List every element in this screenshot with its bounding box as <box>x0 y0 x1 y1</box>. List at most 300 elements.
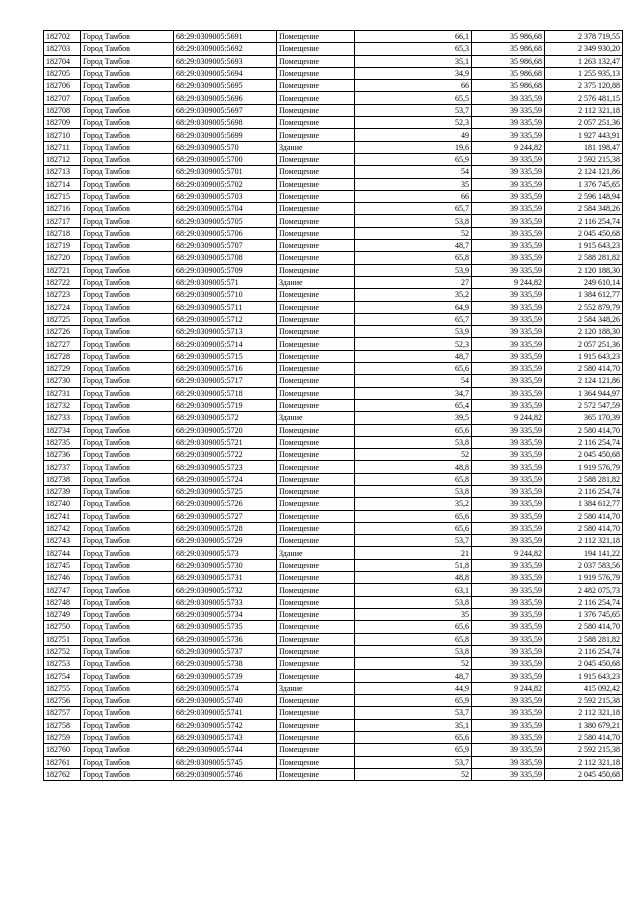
city-name-cell: Город Тамбов <box>81 547 174 559</box>
table-row <box>44 227 623 239</box>
city-name-cell: Город Тамбов <box>81 645 174 657</box>
table-row <box>44 43 623 55</box>
cadastral-number-cell: 68:29:0309005:5716 <box>174 363 277 375</box>
object-type-cell: Помещение <box>277 436 355 448</box>
area-value-cell: 35 <box>355 178 472 190</box>
row-number-cell: 182717 <box>44 215 81 227</box>
table-row <box>44 485 623 497</box>
table-row <box>44 67 623 79</box>
area-value-cell: 65,7 <box>355 313 472 325</box>
object-type-cell: Помещение <box>277 584 355 596</box>
unit-rate-cell: 39 335,59 <box>472 301 545 313</box>
unit-rate-cell: 39 335,59 <box>472 719 545 731</box>
cadastral-number-cell: 68:29:0309005:5728 <box>174 522 277 534</box>
cadastral-value-cell: 2 482 075,73 <box>545 584 623 596</box>
cadastral-number-cell: 68:29:0309005:5701 <box>174 166 277 178</box>
cadastral-value-cell: 2 045 450,68 <box>545 227 623 239</box>
table-row <box>44 535 623 547</box>
row-number-cell: 182735 <box>44 436 81 448</box>
cadastral-value-cell: 1 364 944,97 <box>545 387 623 399</box>
table-row <box>44 80 623 92</box>
table-row <box>44 731 623 743</box>
cadastral-number-cell: 68:29:0309005:5735 <box>174 621 277 633</box>
cadastral-number-cell: 68:29:0309005:5705 <box>174 215 277 227</box>
table-row <box>44 166 623 178</box>
cadastral-number-cell: 68:29:0309005:5692 <box>174 43 277 55</box>
cadastral-value-cell: 2 116 254,74 <box>545 645 623 657</box>
table-row <box>44 424 623 436</box>
city-name-cell: Город Тамбов <box>81 399 174 411</box>
row-number-cell: 182740 <box>44 498 81 510</box>
row-number-cell: 182706 <box>44 80 81 92</box>
area-value-cell: 52 <box>355 227 472 239</box>
city-name-cell: Город Тамбов <box>81 276 174 288</box>
unit-rate-cell: 39 335,59 <box>472 424 545 436</box>
city-name-cell: Город Тамбов <box>81 203 174 215</box>
cadastral-value-cell: 2 580 414,70 <box>545 731 623 743</box>
cadastral-number-cell: 68:29:0309005:5700 <box>174 153 277 165</box>
area-value-cell: 53,7 <box>355 535 472 547</box>
cadastral-number-cell: 68:29:0309005:572 <box>174 412 277 424</box>
cadastral-number-cell: 68:29:0309005:5715 <box>174 350 277 362</box>
unit-rate-cell: 39 335,59 <box>472 485 545 497</box>
cadastral-number-cell: 68:29:0309005:5742 <box>174 719 277 731</box>
row-number-cell: 182744 <box>44 547 81 559</box>
row-number-cell: 182754 <box>44 670 81 682</box>
area-value-cell: 39,5 <box>355 412 472 424</box>
table-row <box>44 252 623 264</box>
cadastral-number-cell: 68:29:0309005:5693 <box>174 55 277 67</box>
cadastral-number-cell: 68:29:0309005:5714 <box>174 338 277 350</box>
area-value-cell: 52 <box>355 658 472 670</box>
cadastral-value-cell: 365 170,39 <box>545 412 623 424</box>
object-type-cell: Помещение <box>277 252 355 264</box>
row-number-cell: 182720 <box>44 252 81 264</box>
unit-rate-cell: 39 335,59 <box>472 240 545 252</box>
city-name-cell: Город Тамбов <box>81 695 174 707</box>
cadastral-value-cell: 1 263 132,47 <box>545 55 623 67</box>
row-number-cell: 182752 <box>44 645 81 657</box>
unit-rate-cell: 39 335,59 <box>472 289 545 301</box>
cadastral-number-cell: 68:29:0309005:5708 <box>174 252 277 264</box>
table-row <box>44 264 623 276</box>
unit-rate-cell: 39 335,59 <box>472 510 545 522</box>
table-row <box>44 744 623 756</box>
row-number-cell: 182748 <box>44 596 81 608</box>
cadastral-value-cell: 181 198,47 <box>545 141 623 153</box>
unit-rate-cell: 39 335,59 <box>472 313 545 325</box>
table-row <box>44 498 623 510</box>
row-number-cell: 182722 <box>44 276 81 288</box>
cadastral-value-cell: 415 092,42 <box>545 682 623 694</box>
table-row <box>44 547 623 559</box>
object-type-cell: Помещение <box>277 326 355 338</box>
cadastral-number-cell: 68:29:0309005:5729 <box>174 535 277 547</box>
unit-rate-cell: 39 335,59 <box>472 756 545 768</box>
row-number-cell: 182730 <box>44 375 81 387</box>
city-name-cell: Город Тамбов <box>81 117 174 129</box>
table-row <box>44 203 623 215</box>
city-name-cell: Город Тамбов <box>81 670 174 682</box>
table-row <box>44 301 623 313</box>
cadastral-number-cell: 68:29:0309005:5713 <box>174 326 277 338</box>
row-number-cell: 182728 <box>44 350 81 362</box>
cadastral-number-cell: 68:29:0309005:574 <box>174 682 277 694</box>
cadastral-value-cell: 1 384 612,77 <box>545 498 623 510</box>
unit-rate-cell: 39 335,59 <box>472 584 545 596</box>
unit-rate-cell: 9 244,82 <box>472 682 545 694</box>
table-row <box>44 682 623 694</box>
table-body <box>44 31 623 781</box>
cadastral-number-cell: 68:29:0309005:571 <box>174 276 277 288</box>
unit-rate-cell: 39 335,59 <box>472 129 545 141</box>
area-value-cell: 66,1 <box>355 31 472 43</box>
object-type-cell: Помещение <box>277 264 355 276</box>
table-row <box>44 338 623 350</box>
cadastral-number-cell: 68:29:0309005:5744 <box>174 744 277 756</box>
table-row <box>44 707 623 719</box>
unit-rate-cell: 39 335,59 <box>472 449 545 461</box>
city-name-cell: Город Тамбов <box>81 756 174 768</box>
table-row <box>44 473 623 485</box>
unit-rate-cell: 39 335,59 <box>472 387 545 399</box>
object-type-cell: Здание <box>277 276 355 288</box>
row-number-cell: 182709 <box>44 117 81 129</box>
cadastral-value-cell: 1 376 745,65 <box>545 178 623 190</box>
row-number-cell: 182734 <box>44 424 81 436</box>
unit-rate-cell: 39 335,59 <box>472 117 545 129</box>
area-value-cell: 35 <box>355 608 472 620</box>
cadastral-number-cell: 68:29:0309005:5726 <box>174 498 277 510</box>
unit-rate-cell: 39 335,59 <box>472 190 545 202</box>
city-name-cell: Город Тамбов <box>81 31 174 43</box>
row-number-cell: 182756 <box>44 695 81 707</box>
cadastral-value-cell: 2 112 321,18 <box>545 756 623 768</box>
cadastral-value-cell: 2 576 481,15 <box>545 92 623 104</box>
unit-rate-cell: 39 335,59 <box>472 707 545 719</box>
area-value-cell: 53,8 <box>355 215 472 227</box>
unit-rate-cell: 39 335,59 <box>472 670 545 682</box>
object-type-cell: Помещение <box>277 744 355 756</box>
cadastral-number-cell: 68:29:0309005:5695 <box>174 80 277 92</box>
cadastral-value-cell: 2 116 254,74 <box>545 485 623 497</box>
area-value-cell: 65,8 <box>355 473 472 485</box>
city-name-cell: Город Тамбов <box>81 473 174 485</box>
cadastral-number-cell: 68:29:0309005:5733 <box>174 596 277 608</box>
row-number-cell: 182742 <box>44 522 81 534</box>
cadastral-number-cell: 68:29:0309005:5745 <box>174 756 277 768</box>
cadastral-value-cell: 2 596 148,94 <box>545 190 623 202</box>
city-name-cell: Город Тамбов <box>81 350 174 362</box>
cadastral-value-cell: 1 915 643,23 <box>545 670 623 682</box>
unit-rate-cell: 39 335,59 <box>472 473 545 485</box>
cadastral-number-cell: 68:29:0309005:5739 <box>174 670 277 682</box>
city-name-cell: Город Тамбов <box>81 424 174 436</box>
row-number-cell: 182762 <box>44 768 81 780</box>
row-number-cell: 182759 <box>44 731 81 743</box>
area-value-cell: 54 <box>355 375 472 387</box>
area-value-cell: 53,7 <box>355 104 472 116</box>
area-value-cell: 65,8 <box>355 252 472 264</box>
city-name-cell: Город Тамбов <box>81 658 174 670</box>
area-value-cell: 48,7 <box>355 240 472 252</box>
city-name-cell: Город Тамбов <box>81 744 174 756</box>
row-number-cell: 182704 <box>44 55 81 67</box>
cadastral-number-cell: 68:29:0309005:5746 <box>174 768 277 780</box>
cadastral-number-cell: 68:29:0309005:5722 <box>174 449 277 461</box>
row-number-cell: 182731 <box>44 387 81 399</box>
table-row <box>44 55 623 67</box>
cadastral-value-cell: 2 116 254,74 <box>545 436 623 448</box>
cadastral-number-cell: 68:29:0309005:5710 <box>174 289 277 301</box>
cadastral-number-cell: 68:29:0309005:5711 <box>174 301 277 313</box>
city-name-cell: Город Тамбов <box>81 584 174 596</box>
area-value-cell: 27 <box>355 276 472 288</box>
area-value-cell: 53,9 <box>355 264 472 276</box>
cadastral-number-cell: 68:29:0309005:5699 <box>174 129 277 141</box>
unit-rate-cell: 39 335,59 <box>472 326 545 338</box>
unit-rate-cell: 9 244,82 <box>472 547 545 559</box>
cadastral-value-cell: 2 580 414,70 <box>545 522 623 534</box>
object-type-cell: Помещение <box>277 43 355 55</box>
cadastral-number-cell: 68:29:0309005:5730 <box>174 559 277 571</box>
row-number-cell: 182737 <box>44 461 81 473</box>
cadastral-value-cell: 2 116 254,74 <box>545 215 623 227</box>
cadastral-value-cell: 2 045 450,68 <box>545 768 623 780</box>
table-row <box>44 276 623 288</box>
cadastral-value-cell: 2 349 930,20 <box>545 43 623 55</box>
object-type-cell: Помещение <box>277 104 355 116</box>
row-number-cell: 182753 <box>44 658 81 670</box>
table-row <box>44 104 623 116</box>
row-number-cell: 182761 <box>44 756 81 768</box>
row-number-cell: 182749 <box>44 608 81 620</box>
table-row <box>44 719 623 731</box>
cadastral-value-cell: 1 915 643,23 <box>545 350 623 362</box>
object-type-cell: Помещение <box>277 510 355 522</box>
cadastral-value-cell: 2 592 215,38 <box>545 695 623 707</box>
object-type-cell: Помещение <box>277 559 355 571</box>
area-value-cell: 48,7 <box>355 350 472 362</box>
unit-rate-cell: 39 335,59 <box>472 658 545 670</box>
cadastral-number-cell: 68:29:0309005:5717 <box>174 375 277 387</box>
object-type-cell: Помещение <box>277 658 355 670</box>
city-name-cell: Город Тамбов <box>81 719 174 731</box>
cadastral-number-cell: 68:29:0309005:5732 <box>174 584 277 596</box>
table-row <box>44 559 623 571</box>
area-value-cell: 65,6 <box>355 363 472 375</box>
object-type-cell: Помещение <box>277 596 355 608</box>
row-number-cell: 182710 <box>44 129 81 141</box>
object-type-cell: Здание <box>277 682 355 694</box>
object-type-cell: Помещение <box>277 535 355 547</box>
city-name-cell: Город Тамбов <box>81 129 174 141</box>
area-value-cell: 35,1 <box>355 55 472 67</box>
unit-rate-cell: 39 335,59 <box>472 596 545 608</box>
cadastral-number-cell: 68:29:0309005:5702 <box>174 178 277 190</box>
cadastral-number-cell: 68:29:0309005:5724 <box>174 473 277 485</box>
row-number-cell: 182725 <box>44 313 81 325</box>
area-value-cell: 53,8 <box>355 436 472 448</box>
unit-rate-cell: 39 335,59 <box>472 522 545 534</box>
area-value-cell: 53,9 <box>355 326 472 338</box>
area-value-cell: 65,6 <box>355 731 472 743</box>
cadastral-value-cell: 2 037 583,56 <box>545 559 623 571</box>
cadastral-value-cell: 2 580 414,70 <box>545 363 623 375</box>
table-row <box>44 141 623 153</box>
city-name-cell: Город Тамбов <box>81 608 174 620</box>
city-name-cell: Город Тамбов <box>81 387 174 399</box>
row-number-cell: 182733 <box>44 412 81 424</box>
row-number-cell: 182719 <box>44 240 81 252</box>
object-type-cell: Помещение <box>277 572 355 584</box>
city-name-cell: Город Тамбов <box>81 731 174 743</box>
object-type-cell: Помещение <box>277 227 355 239</box>
cadastral-value-cell: 194 141,22 <box>545 547 623 559</box>
cadastral-value-cell: 2 120 188,30 <box>545 264 623 276</box>
row-number-cell: 182758 <box>44 719 81 731</box>
object-type-cell: Помещение <box>277 117 355 129</box>
cadastral-number-cell: 68:29:0309005:5703 <box>174 190 277 202</box>
object-type-cell: Помещение <box>277 645 355 657</box>
area-value-cell: 19,6 <box>355 141 472 153</box>
city-name-cell: Город Тамбов <box>81 104 174 116</box>
row-number-cell: 182751 <box>44 633 81 645</box>
cadastral-number-cell: 68:29:0309005:5734 <box>174 608 277 620</box>
unit-rate-cell: 35 986,68 <box>472 80 545 92</box>
city-name-cell: Город Тамбов <box>81 707 174 719</box>
object-type-cell: Помещение <box>277 731 355 743</box>
table-row <box>44 363 623 375</box>
row-number-cell: 182745 <box>44 559 81 571</box>
city-name-cell: Город Тамбов <box>81 240 174 252</box>
area-value-cell: 34,7 <box>355 387 472 399</box>
cadastral-value-cell: 1 255 935,13 <box>545 67 623 79</box>
cadastral-value-cell: 1 927 443,91 <box>545 129 623 141</box>
cadastral-value-cell: 2 592 215,38 <box>545 153 623 165</box>
cadastral-value-cell: 2 588 281,82 <box>545 633 623 645</box>
cadastral-value-cell: 1 915 643,23 <box>545 240 623 252</box>
cadastral-number-cell: 68:29:0309005:5712 <box>174 313 277 325</box>
cadastral-number-cell: 68:29:0309005:5696 <box>174 92 277 104</box>
cadastral-value-cell: 1 919 576,79 <box>545 461 623 473</box>
area-value-cell: 65,5 <box>355 92 472 104</box>
cadastral-value-cell: 2 124 121,86 <box>545 375 623 387</box>
city-name-cell: Город Тамбов <box>81 153 174 165</box>
row-number-cell: 182757 <box>44 707 81 719</box>
city-name-cell: Город Тамбов <box>81 264 174 276</box>
object-type-cell: Помещение <box>277 498 355 510</box>
unit-rate-cell: 39 335,59 <box>472 559 545 571</box>
object-type-cell: Помещение <box>277 338 355 350</box>
object-type-cell: Помещение <box>277 153 355 165</box>
cadastral-number-cell: 68:29:0309005:5740 <box>174 695 277 707</box>
unit-rate-cell: 39 335,59 <box>472 768 545 780</box>
table-row <box>44 645 623 657</box>
area-value-cell: 52,3 <box>355 117 472 129</box>
table-row <box>44 387 623 399</box>
object-type-cell: Помещение <box>277 608 355 620</box>
city-name-cell: Город Тамбов <box>81 252 174 264</box>
table-row <box>44 326 623 338</box>
object-type-cell: Помещение <box>277 375 355 387</box>
area-value-cell: 49 <box>355 129 472 141</box>
cadastral-value-cell: 2 116 254,74 <box>545 596 623 608</box>
cadastral-number-cell: 68:29:0309005:5694 <box>174 67 277 79</box>
city-name-cell: Город Тамбов <box>81 572 174 584</box>
unit-rate-cell: 39 335,59 <box>472 535 545 547</box>
object-type-cell: Помещение <box>277 621 355 633</box>
area-value-cell: 34,9 <box>355 67 472 79</box>
city-name-cell: Город Тамбов <box>81 682 174 694</box>
cadastral-value-cell: 2 588 281,82 <box>545 473 623 485</box>
table-row <box>44 596 623 608</box>
row-number-cell: 182746 <box>44 572 81 584</box>
table-row <box>44 313 623 325</box>
object-type-cell: Помещение <box>277 473 355 485</box>
area-value-cell: 65,4 <box>355 399 472 411</box>
city-name-cell: Город Тамбов <box>81 559 174 571</box>
unit-rate-cell: 9 244,82 <box>472 412 545 424</box>
area-value-cell: 48,8 <box>355 572 472 584</box>
row-number-cell: 182755 <box>44 682 81 694</box>
area-value-cell: 52,3 <box>355 338 472 350</box>
unit-rate-cell: 9 244,82 <box>472 141 545 153</box>
cadastral-number-cell: 68:29:0309005:5737 <box>174 645 277 657</box>
object-type-cell: Здание <box>277 412 355 424</box>
row-number-cell: 182713 <box>44 166 81 178</box>
object-type-cell: Здание <box>277 547 355 559</box>
area-value-cell: 65,9 <box>355 695 472 707</box>
table-row <box>44 449 623 461</box>
cadastral-value-cell: 2 580 414,70 <box>545 510 623 522</box>
cadastral-number-cell: 68:29:0309005:5698 <box>174 117 277 129</box>
unit-rate-cell: 39 335,59 <box>472 227 545 239</box>
table-row <box>44 461 623 473</box>
object-type-cell: Помещение <box>277 240 355 252</box>
area-value-cell: 66 <box>355 80 472 92</box>
city-name-cell: Город Тамбов <box>81 535 174 547</box>
object-type-cell: Помещение <box>277 55 355 67</box>
cadastral-number-cell: 68:29:0309005:573 <box>174 547 277 559</box>
cadastral-value-cell: 2 045 450,68 <box>545 449 623 461</box>
area-value-cell: 66 <box>355 190 472 202</box>
city-name-cell: Город Тамбов <box>81 178 174 190</box>
table-row <box>44 608 623 620</box>
city-name-cell: Город Тамбов <box>81 190 174 202</box>
cadastral-value-cell: 1 919 576,79 <box>545 572 623 584</box>
cadastral-value-cell: 2 057 251,36 <box>545 338 623 350</box>
object-type-cell: Помещение <box>277 215 355 227</box>
cadastral-number-cell: 68:29:0309005:5697 <box>174 104 277 116</box>
cadastral-number-cell: 68:29:0309005:5706 <box>174 227 277 239</box>
cadastral-number-cell: 68:29:0309005:5704 <box>174 203 277 215</box>
object-type-cell: Помещение <box>277 719 355 731</box>
unit-rate-cell: 39 335,59 <box>472 92 545 104</box>
unit-rate-cell: 39 335,59 <box>472 645 545 657</box>
table-row <box>44 240 623 252</box>
unit-rate-cell: 39 335,59 <box>472 399 545 411</box>
object-type-cell: Помещение <box>277 485 355 497</box>
row-number-cell: 182715 <box>44 190 81 202</box>
object-type-cell: Помещение <box>277 301 355 313</box>
object-type-cell: Помещение <box>277 289 355 301</box>
row-number-cell: 182703 <box>44 43 81 55</box>
city-name-cell: Город Тамбов <box>81 412 174 424</box>
area-value-cell: 65,9 <box>355 744 472 756</box>
area-value-cell: 65,3 <box>355 43 472 55</box>
unit-rate-cell: 39 335,59 <box>472 104 545 116</box>
